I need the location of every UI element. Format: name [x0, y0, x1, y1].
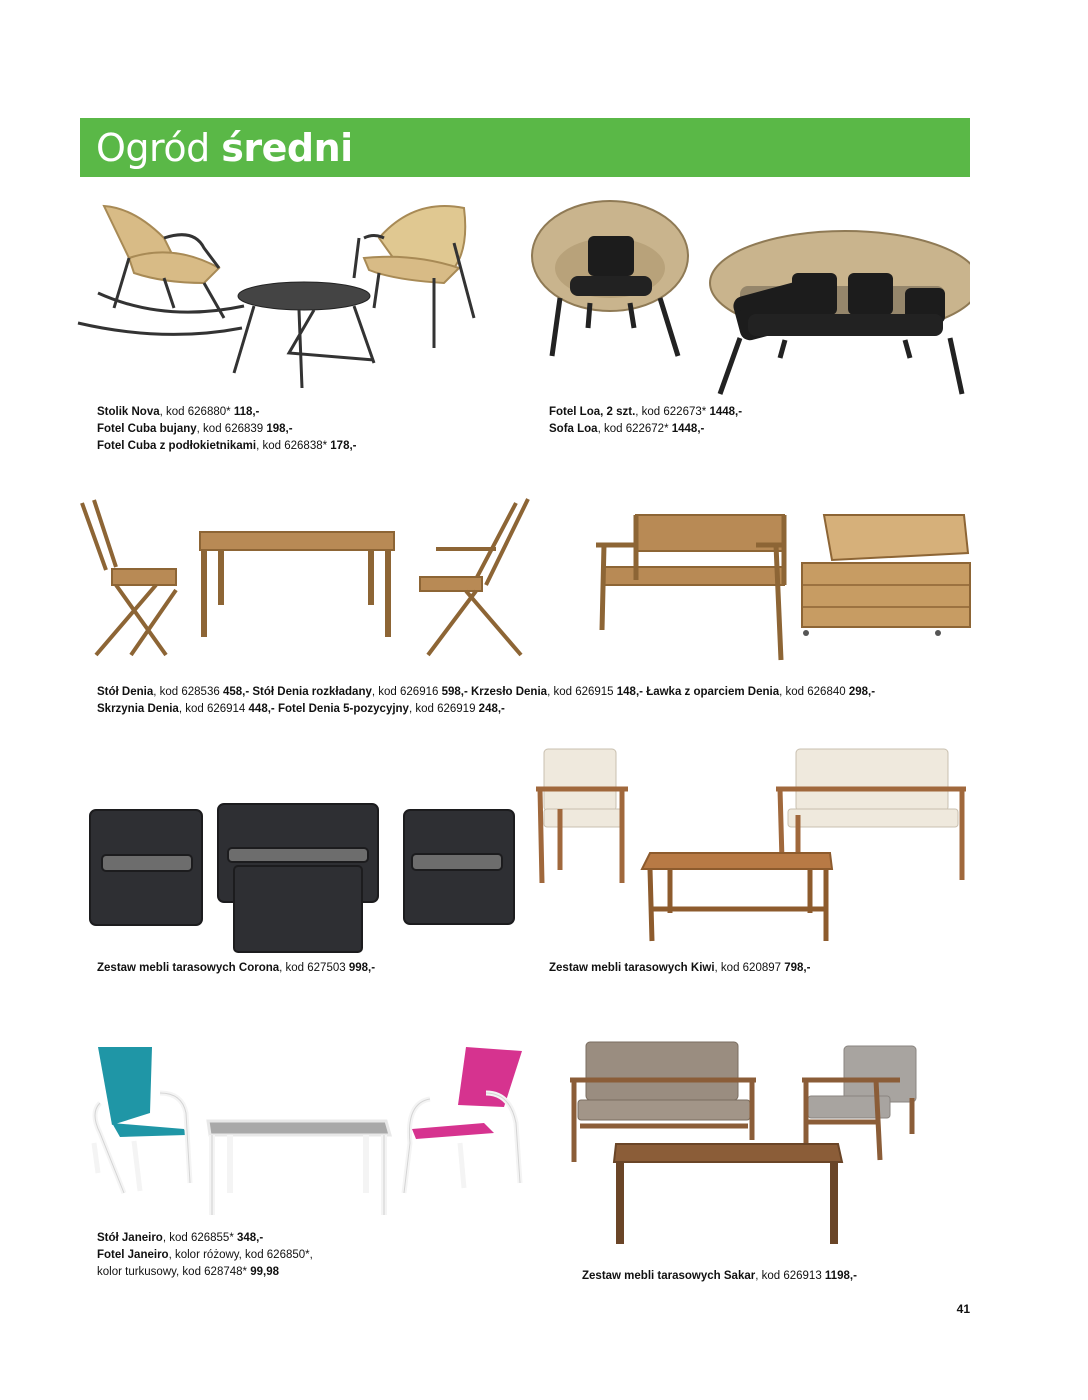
- denia-chair-illustration: [82, 500, 176, 655]
- denia-product-image: [76, 495, 976, 665]
- denia-reclining-chair-illustration: [420, 499, 528, 655]
- denia-caption: Stół Denia, kod 628536 458,- Stół Denia rozkładany, kod 626916 598,- Krzesło Denia, kod 626915 148,- Ławka z oparciem Denia, kod 626840 298,- Skrzynia Denia, kod 626914 448,- Fotel Denia 5-pozycyjny, kod 626919 248,-: [97, 686, 876, 715]
- janeiro-pink-chair-illustration: [404, 1047, 522, 1193]
- sakar-product-image: [566, 1038, 926, 1248]
- janeiro-caption: Stół Janeiro, kod 626855* 348,- Fotel Janeiro, kolor różowy, kod 626850*, kolor turkusowy, kod 628748* 99,98: [97, 1232, 313, 1278]
- denia-storage-box-illustration: [802, 515, 970, 636]
- loa-chair-illustration: [532, 201, 688, 356]
- nova-caption: Stolik Nova, kod 626880* 118,- Fotel Cuba bujany, kod 626839 198,- Fotel Cuba z podłokietnikami, kod 626838* 178,-: [97, 406, 357, 452]
- denia-bench-illustration: [596, 515, 784, 660]
- loa-sofa-illustration: [710, 231, 970, 394]
- janeiro-turquoise-chair-illustration: [94, 1047, 190, 1193]
- cuba-armchair-illustration: [354, 206, 474, 348]
- kiwi-armchair-illustration: [536, 749, 628, 883]
- janeiro-product-image: [90, 1043, 530, 1223]
- janeiro-table-illustration: [208, 1121, 390, 1215]
- kiwi-caption: Zestaw mebli tarasowych Kiwi, kod 620897 798,-: [549, 962, 811, 974]
- rocking-chair-illustration: [78, 206, 244, 334]
- loa-product-image: [530, 198, 970, 398]
- loa-caption: Fotel Loa, 2 szt., kod 622673* 1448,- Sofa Loa, kod 622672* 1448,-: [549, 406, 743, 435]
- sakar-table-illustration: [614, 1144, 842, 1244]
- page-title: Ogród średni: [96, 126, 353, 170]
- sakar-caption: Zestaw mebli tarasowych Sakar, kod 626913 1198,-: [582, 1270, 857, 1282]
- nova-table-illustration: [234, 282, 374, 388]
- kiwi-table-illustration: [642, 853, 832, 941]
- sakar-armchair-illustration: [802, 1046, 916, 1160]
- corona-product-image: [88, 800, 518, 955]
- section-header: [80, 118, 970, 177]
- corona-caption: Zestaw mebli tarasowych Corona, kod 627503 998,-: [97, 962, 376, 974]
- kiwi-product-image: [530, 745, 975, 950]
- nova-cuba-product-image: [74, 198, 494, 398]
- page-number: 41: [956, 1302, 970, 1316]
- denia-table-illustration: [200, 532, 394, 637]
